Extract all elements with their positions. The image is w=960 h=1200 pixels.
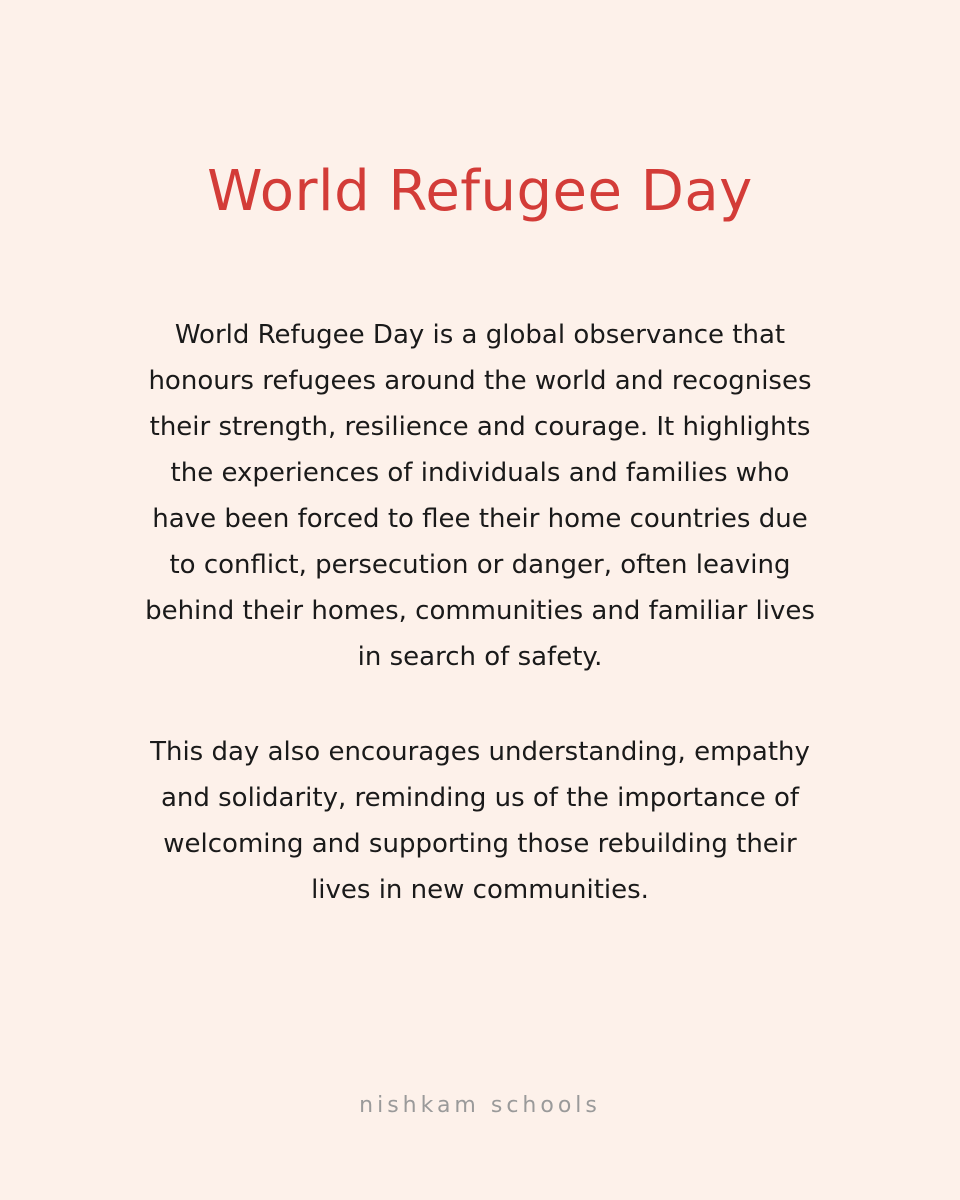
paragraph-line: welcoming and supporting those rebuilding their (163, 829, 797, 859)
paragraph-line: have been forced to flee their home countries due (152, 504, 808, 534)
paragraph-line: World Refugee Day is a global observance that (174, 320, 786, 350)
footer-brand: nishkam schools (359, 1093, 601, 1118)
paragraph-line: to conflict, persecution or danger, often leaving (169, 550, 791, 580)
paragraph-line: their strength, resilience and courage. It highlights (149, 412, 811, 442)
page-title: World Refugee Day (207, 159, 753, 224)
paragraph-line: This day also encourages understanding, empathy (150, 737, 810, 767)
paragraph-line: honours refugees around the world and recognises (148, 366, 812, 396)
paragraph-line: lives in new communities. (311, 875, 649, 905)
paragraph-line: in search of safety. (357, 642, 603, 672)
paragraph-line: behind their homes, communities and familiar lives (145, 596, 815, 626)
paragraph-line: and solidarity, reminding us of the importance of (160, 783, 800, 813)
paragraph-line: the experiences of individuals and families who (170, 458, 790, 488)
paragraph-intro (60, 312, 900, 680)
paragraph-solidarity (60, 729, 900, 913)
